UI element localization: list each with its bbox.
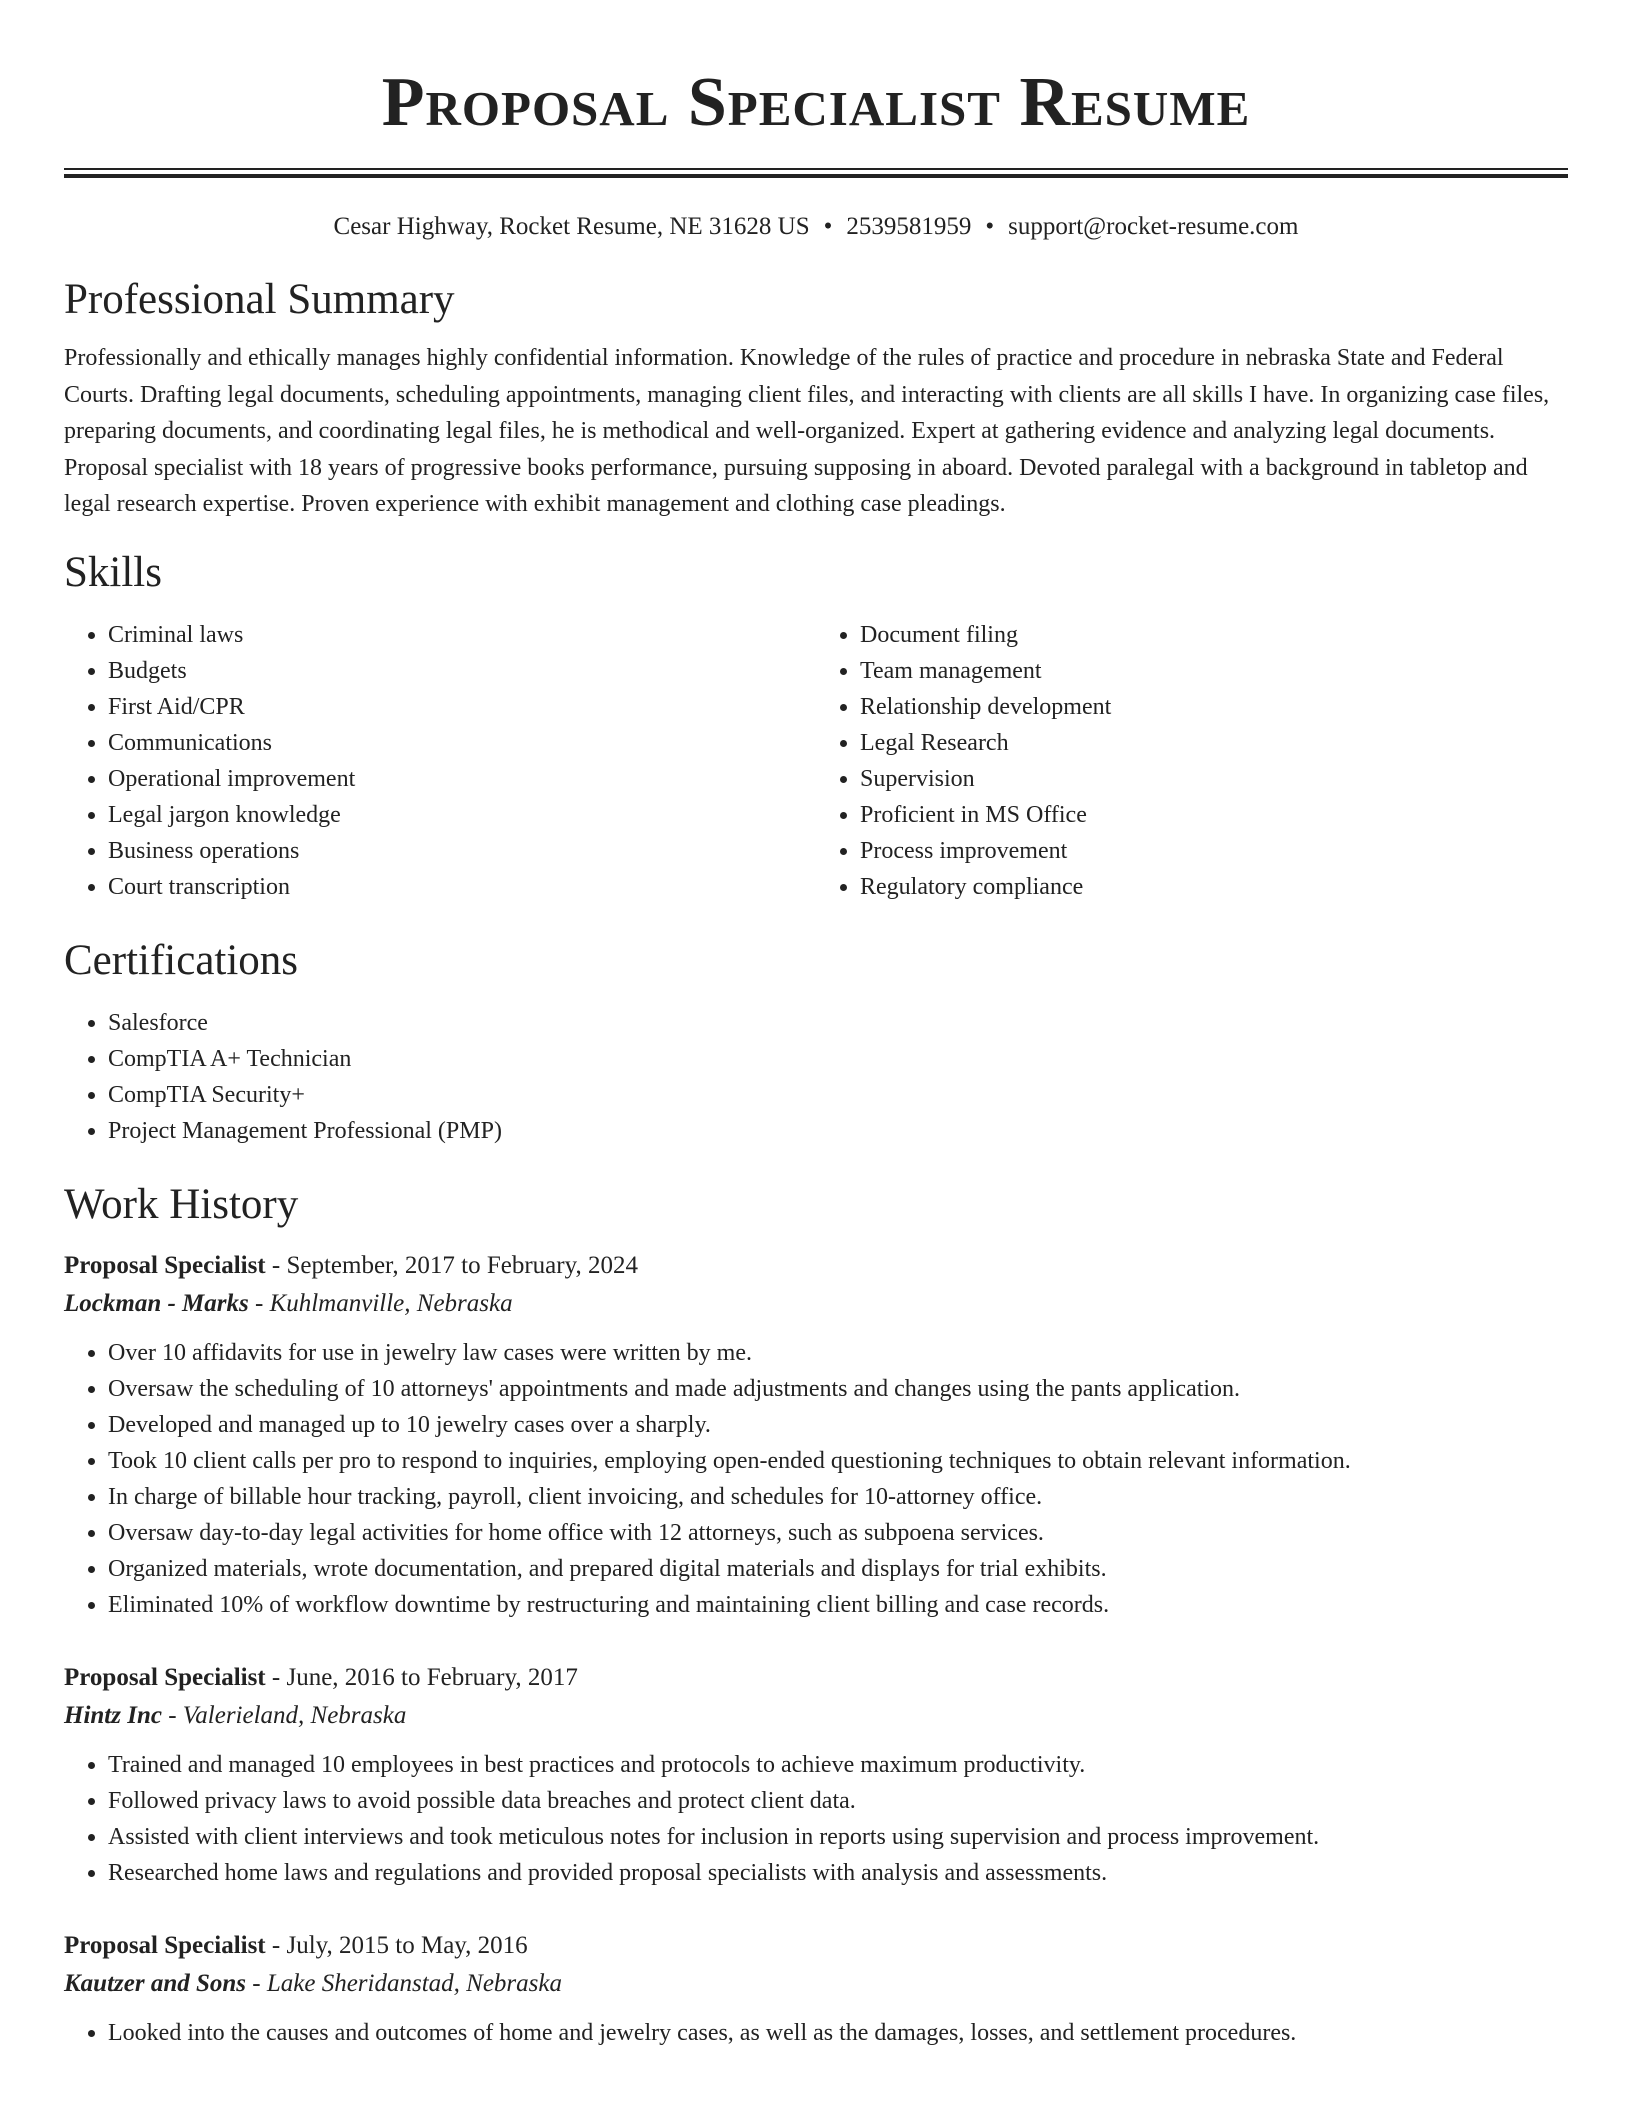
skill-item: • Proficient in MS Office xyxy=(860,797,1568,833)
certification-item: • Salesforce xyxy=(108,1005,1568,1041)
skill-item: • Communications xyxy=(108,725,816,761)
job-dates: July, 2015 to May, 2016 xyxy=(286,1931,528,1959)
skills-list-left xyxy=(64,617,816,905)
job-bullet: • Took 10 client calls per pro to respond to inquiries, employing open-ended questioning techniques to obtain relevant information. xyxy=(108,1443,1568,1479)
job-bullets xyxy=(64,1747,1568,1891)
skill-item: • Operational improvement xyxy=(108,761,816,797)
contact-separator: • xyxy=(823,213,833,240)
title-double-rule xyxy=(64,168,1568,178)
job-bullet: • Researched home laws and regulations and provided proposal specialists with analysis and assessments. xyxy=(108,1855,1568,1891)
certification-item: • CompTIA A+ Technician xyxy=(108,1041,1568,1077)
job-bullet: • Assisted with client interviews and took meticulous notes for inclusion in reports using supervision and process improvement. xyxy=(108,1819,1568,1855)
skills-list-right xyxy=(816,617,1568,905)
job-company-line: Hintz Inc - Valerieland, Nebraska xyxy=(64,1701,407,1729)
job-title: Proposal Specialist xyxy=(64,1931,266,1959)
certifications-heading: Certifications xyxy=(64,936,299,984)
skill-item: • Regulatory compliance xyxy=(860,869,1568,905)
certifications-list xyxy=(64,1005,1568,1149)
skill-item: • Team management xyxy=(860,653,1568,689)
job-location: Valerieland, Nebraska xyxy=(182,1701,407,1729)
skill-item: • Criminal laws xyxy=(108,617,816,653)
certification-item: • Project Management Professional (PMP) xyxy=(108,1113,1568,1149)
skills-columns xyxy=(64,617,1568,905)
job-company-line: Kautzer and Sons - Lake Sheridanstad, Nebraska xyxy=(64,1969,562,1997)
contact-address: Cesar Highway, Rocket Resume, NE 31628 US xyxy=(333,213,810,240)
job-bullet: • Oversaw the scheduling of 10 attorneys' appointments and made adjustments and changes using the pants application. xyxy=(108,1371,1568,1407)
job-location: Lake Sheridanstad, Nebraska xyxy=(266,1969,562,1997)
job-title: Proposal Specialist xyxy=(64,1663,266,1691)
job-title: Proposal Specialist xyxy=(64,1251,266,1279)
job-dates: September, 2017 to February, 2024 xyxy=(286,1251,638,1279)
job-bullet: • In charge of billable hour tracking, payroll, client invoicing, and schedules for 10-attorney office. xyxy=(108,1479,1568,1515)
job-bullet: • Developed and managed up to 10 jewelry cases over a sharply. xyxy=(108,1407,1568,1443)
job-entry xyxy=(64,1247,1568,1623)
skill-item: • Court transcription xyxy=(108,869,816,905)
certification-item: • CompTIA Security+ xyxy=(108,1077,1568,1113)
skill-item: • Budgets xyxy=(108,653,816,689)
job-location: Kuhlmanville, Nebraska xyxy=(269,1289,513,1317)
work-history-heading: Work History xyxy=(64,1180,299,1228)
contact-phone: 2539581959 xyxy=(846,213,972,240)
summary-text: Professionally and ethically manages highly confidential information. Knowledge of the rules of practice and procedure in nebraska State and Federal Courts. Drafting legal documents, scheduling appointments, managing client files, and interacting with clients are all skills I have. In organizing case files, preparing documents, and coordinating legal files, he is methodical and well-organized. Expert at gathering evidence and analyzing legal documents. Proposal specialist with 18 years of progressive books performance, pursuing supposing in aboard. Devoted paralegal with a background in tabletop and legal research expertise. Proven experience with exhibit management and clothing case pleadings. xyxy=(64,345,1550,517)
skill-item: • Supervision xyxy=(860,761,1568,797)
job-bullet: • Looked into the causes and outcomes of home and jewelry cases, as well as the damages, losses, and settlement procedures. xyxy=(108,2015,1568,2051)
skill-item: • Relationship development xyxy=(860,689,1568,725)
job-bullet: • Oversaw day-to-day legal activities for home office with 12 attorneys, such as subpoena services. xyxy=(108,1515,1568,1551)
contact-line xyxy=(64,210,1568,244)
contact-email: support@rocket-resume.com xyxy=(1008,213,1299,240)
skill-item: • Legal jargon knowledge xyxy=(108,797,816,833)
job-title-line: Proposal Specialist - July, 2015 to May, 2016 xyxy=(64,1931,528,1959)
skill-item: • Business operations xyxy=(108,833,816,869)
skill-item: • Document filing xyxy=(860,617,1568,653)
job-dates: June, 2016 to February, 2017 xyxy=(286,1663,578,1691)
job-bullet: • Trained and managed 10 employees in best practices and protocols to achieve maximum productivity. xyxy=(108,1747,1568,1783)
job-title-line: Proposal Specialist - September, 2017 to February, 2024 xyxy=(64,1251,638,1279)
job-bullet: • Over 10 affidavits for use in jewelry law cases were written by me. xyxy=(108,1335,1568,1371)
resume-title: Proposal Specialist Resume xyxy=(381,64,1251,141)
job-entry xyxy=(64,1927,1568,2051)
job-company: Lockman - Marks xyxy=(64,1289,249,1317)
skills-heading: Skills xyxy=(64,548,162,596)
job-bullet: • Organized materials, wrote documentation, and prepared digital materials and displays for trial exhibits. xyxy=(108,1551,1568,1587)
job-company: Kautzer and Sons xyxy=(64,1969,247,1997)
job-title-line: Proposal Specialist - June, 2016 to February, 2017 xyxy=(64,1663,578,1691)
skill-item: • Legal Research xyxy=(860,725,1568,761)
job-bullet: • Eliminated 10% of workflow downtime by restructuring and maintaining client billing and case records. xyxy=(108,1587,1568,1623)
job-company-line: Lockman - Marks - Kuhlmanville, Nebraska xyxy=(64,1289,513,1317)
skill-item: • First Aid/CPR xyxy=(108,689,816,725)
job-company: Hintz Inc xyxy=(64,1701,162,1729)
resume-page xyxy=(64,0,1568,2051)
contact-separator: • xyxy=(985,213,995,240)
job-bullets xyxy=(64,2015,1568,2051)
summary-heading: Professional Summary xyxy=(64,276,455,323)
job-entry xyxy=(64,1659,1568,1891)
job-bullet: • Followed privacy laws to avoid possible data breaches and protect client data. xyxy=(108,1783,1568,1819)
job-bullets xyxy=(64,1335,1568,1623)
skill-item: • Process improvement xyxy=(860,833,1568,869)
